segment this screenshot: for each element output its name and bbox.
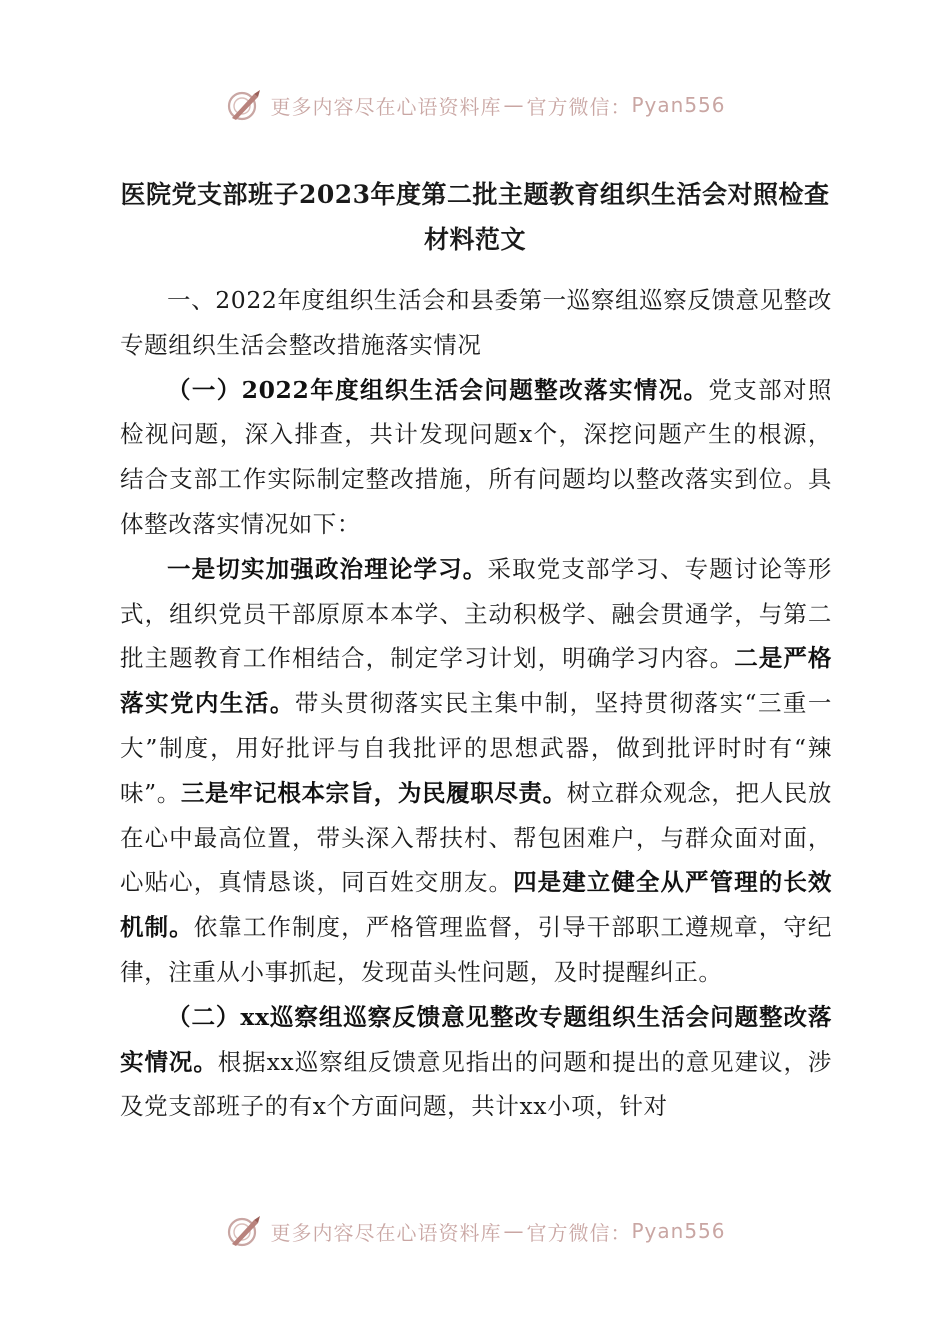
document-body: [120, 278, 832, 1129]
paragraph-1-text: 党支部对照检视问题，深入排查，共计发现问题x个，深挖问题产生的根源，结合支部工作实际制定整改措施，所有问题均以整改落实到位。具体整改落实情况如下：: [120, 375, 832, 538]
paragraph-3-text: 根据xx巡察组反馈意见指出的问题和提出的意见建议，涉及党支部班子的有x个方面问题，共计xx小项，针对: [120, 1047, 833, 1121]
watermark-separator: —: [503, 1219, 525, 1243]
point-3-text: 树立群众观念，把人民放在心中最高位置，带头深入帮扶村、帮包困难户，与群众面对面，心贴心，真情恳谈，同百姓交朋友。: [120, 778, 832, 897]
paragraph-3-bold: （二）xx巡察组巡察反馈意见整改专题组织生活会问题整改落实情况。: [120, 1002, 832, 1076]
section-heading: 一、2022年度组织生活会和县委第一巡察组巡察反馈意见整改专题组织生活会整改措施落实情况: [120, 286, 832, 359]
title-line-1: 医院党支部班子2023年度第二批主题教育组织生活会对照检查: [120, 180, 830, 209]
point-1-bold: 一是切实加强政治理论学习。: [167, 554, 488, 583]
watermark-label: 官方微信：: [526, 1220, 632, 1245]
document-title: [110, 172, 840, 262]
watermark-separator: —: [503, 93, 525, 117]
point-2-bold: 二是严格落实党内生活。: [120, 644, 833, 718]
paragraph-1-bold: （一）2022年度组织生活会问题整改落实情况。: [167, 375, 709, 404]
pen-logo-icon: [224, 1214, 264, 1248]
point-4-text: 依靠工作制度，严格管理监督，引导干部职工遵规章，守纪律，注重从小事抓起，发现苗头性问题，及时提醒纠正。: [120, 913, 832, 986]
point-4-bold: 四是建立健全从严管理的长效机制。: [120, 868, 832, 942]
watermark-id: Pyan556: [631, 1219, 726, 1243]
paragraph-2: [120, 547, 832, 995]
watermark-id: Pyan556: [631, 93, 726, 117]
watermark-text: 更多内容尽在心语资料库: [270, 94, 502, 119]
watermark-label: 官方微信：: [526, 94, 632, 119]
point-1-text: 采取党支部学习、专题讨论等形式，组织党员干部原原本本学、主动积极学、融会贯通学，与第二批主题教育工作相结合，制定学习计划，明确学习内容。: [120, 554, 832, 673]
watermark-footer: [0, 1214, 950, 1248]
point-2-text: 带头贯彻落实民主集中制，坚持贯彻落实“三重一大”制度，用好批评与自我批评的思想武器，做到批评时时有“辣味”。: [120, 689, 833, 807]
pen-logo-icon: [224, 88, 264, 122]
watermark-header: [0, 88, 950, 122]
point-3-bold: 三是牢记根本宗旨，为民履职尽责。: [180, 778, 567, 807]
title-line-2: 材料范文: [423, 225, 526, 254]
paragraph-3: [120, 995, 832, 1129]
watermark-text: 更多内容尽在心语资料库: [270, 1220, 502, 1245]
paragraph-1: [120, 368, 832, 547]
